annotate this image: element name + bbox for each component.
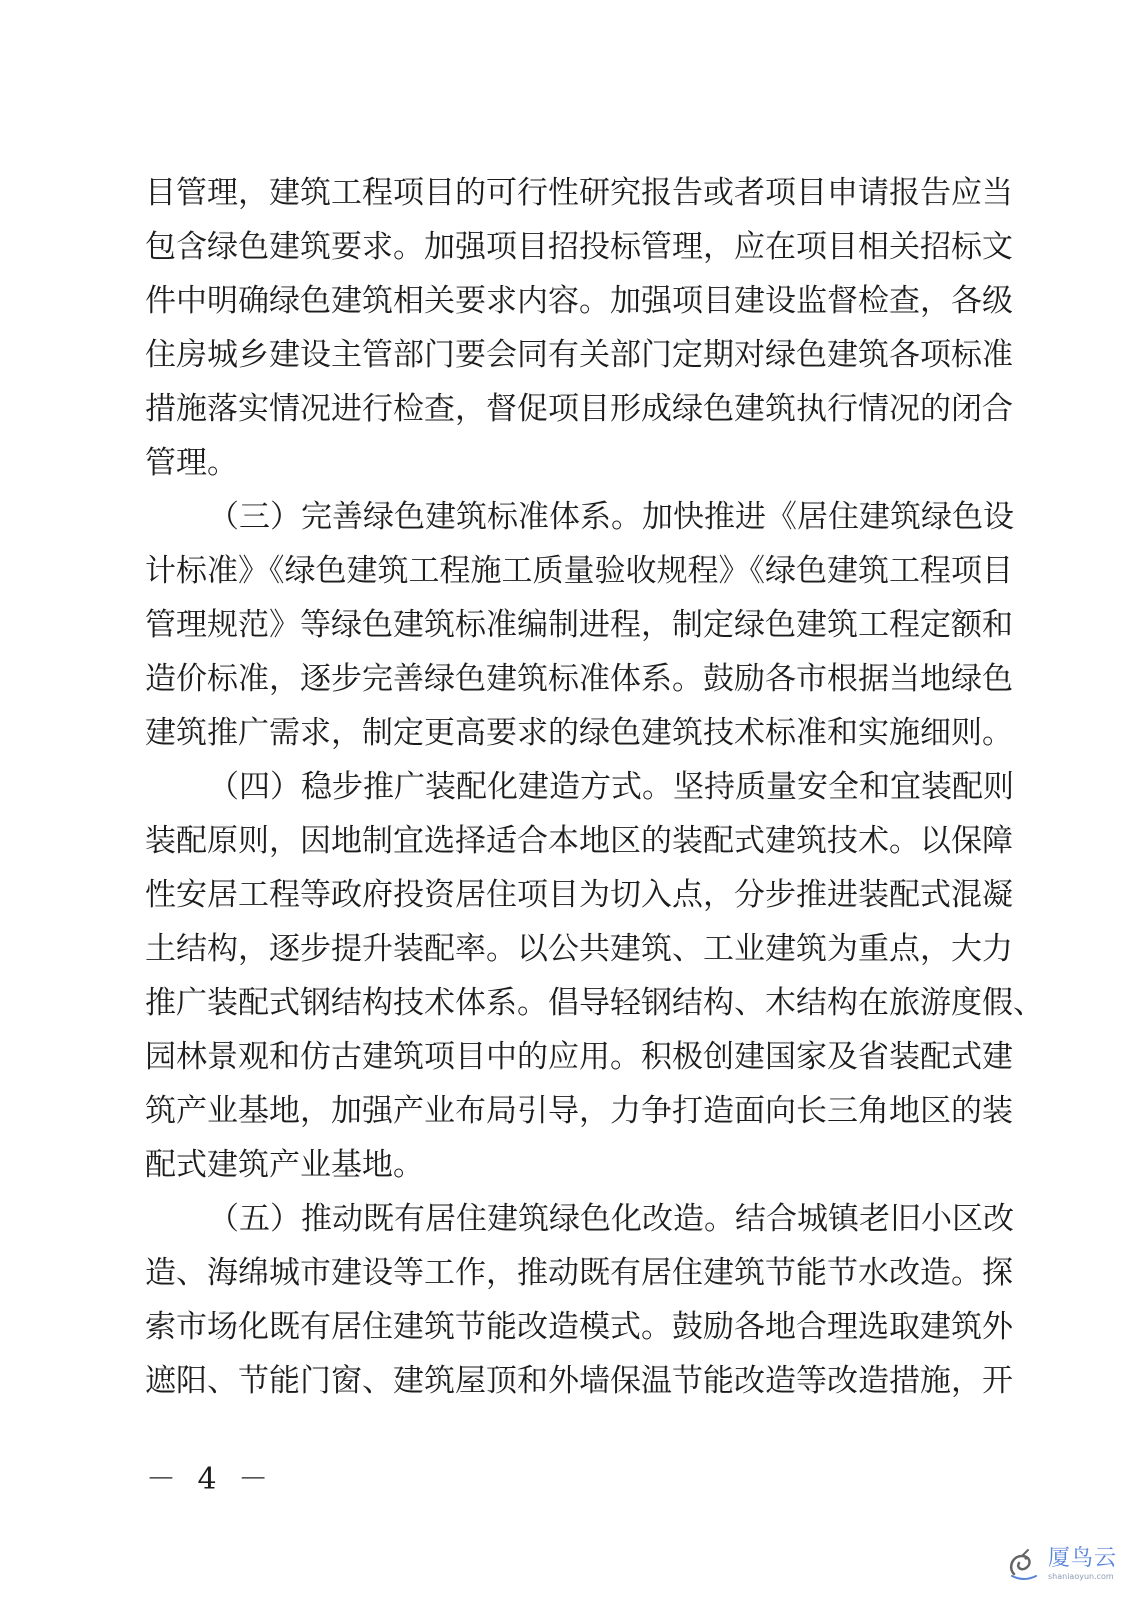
page-number: － 4 － <box>146 1462 275 1497</box>
watermark-url: shaniaoyun.com <box>1047 1571 1114 1581</box>
text-line: 包含绿色建筑要求。加强项目招投标管理，应在项目相关招标文 <box>145 229 1013 265</box>
text-line: 目管理，建筑工程项目的可行性研究报告或者项目申请报告应当 <box>145 175 1013 211</box>
text-line: 园林景观和仿古建筑项目中的应用。积极创建国家及省装配式建 <box>145 1039 1013 1075</box>
text-line: 管理规范》等绿色建筑标准编制进程，制定绿色建筑工程定额和 <box>145 607 1013 643</box>
text-line: 计标准》《绿色建筑工程施工质量验收规程》《绿色建筑工程项目 <box>145 553 1013 589</box>
text-line: 土结构，逐步提升装配率。以公共建筑、工业建筑为重点，大力 <box>145 931 1013 967</box>
text-line: 筑产业基地，加强产业布局引导，力争打造面向长三角地区的装 <box>145 1093 1013 1129</box>
text-line: 推广装配式钢结构技术体系。倡导轻钢结构、木结构在旅游度假、 <box>145 985 1044 1021</box>
text-line: 造、海绵城市建设等工作，推动既有居住建筑节能节水改造。探 <box>145 1255 1013 1291</box>
text-line: 遮阳、节能门窗、建筑屋顶和外墙保温节能改造等改造措施，开 <box>145 1363 1013 1399</box>
text-line: 装配原则，因地制宜选择适合本地区的装配式建筑技术。以保障 <box>145 823 1013 859</box>
text-line: 管理。 <box>145 445 238 481</box>
watermark-brand: 厦鸟云 <box>1047 1545 1117 1571</box>
bird-logo-icon <box>1004 1544 1044 1584</box>
text-line: 性安居工程等政府投资居住项目为切入点，分步推进装配式混凝 <box>145 877 1013 913</box>
text-line: 件中明确绿色建筑相关要求内容。加强项目建设监督检查，各级 <box>145 283 1013 319</box>
text-line: 配式建筑产业基地。 <box>145 1147 424 1183</box>
text-line: 住房城乡建设主管部门要会同有关部门定期对绿色建筑各项标准 <box>145 337 1013 373</box>
text-line: 索市场化既有居住建筑节能改造模式。鼓励各地合理选取建筑外 <box>145 1309 1013 1345</box>
section-heading-line: （五）推动既有居住建筑绿色化改造。结合城镇老旧小区改 <box>208 1201 1014 1237</box>
section-heading-line: （三）完善绿色建筑标准体系。加快推进《居住建筑绿色设 <box>208 499 1014 535</box>
text-line: 措施落实情况进行检查，督促项目形成绿色建筑执行情况的闭合 <box>145 391 1013 427</box>
section-heading-line: （四）稳步推广装配化建造方式。坚持质量安全和宜装配则 <box>208 769 1014 805</box>
text-line: 造价标准，逐步完善绿色建筑标准体系。鼓励各市根据当地绿色 <box>145 661 1013 697</box>
text-line: 建筑推广需求，制定更高要求的绿色建筑技术标准和实施细则。 <box>145 715 1013 751</box>
watermark <box>1004 1544 1117 1584</box>
